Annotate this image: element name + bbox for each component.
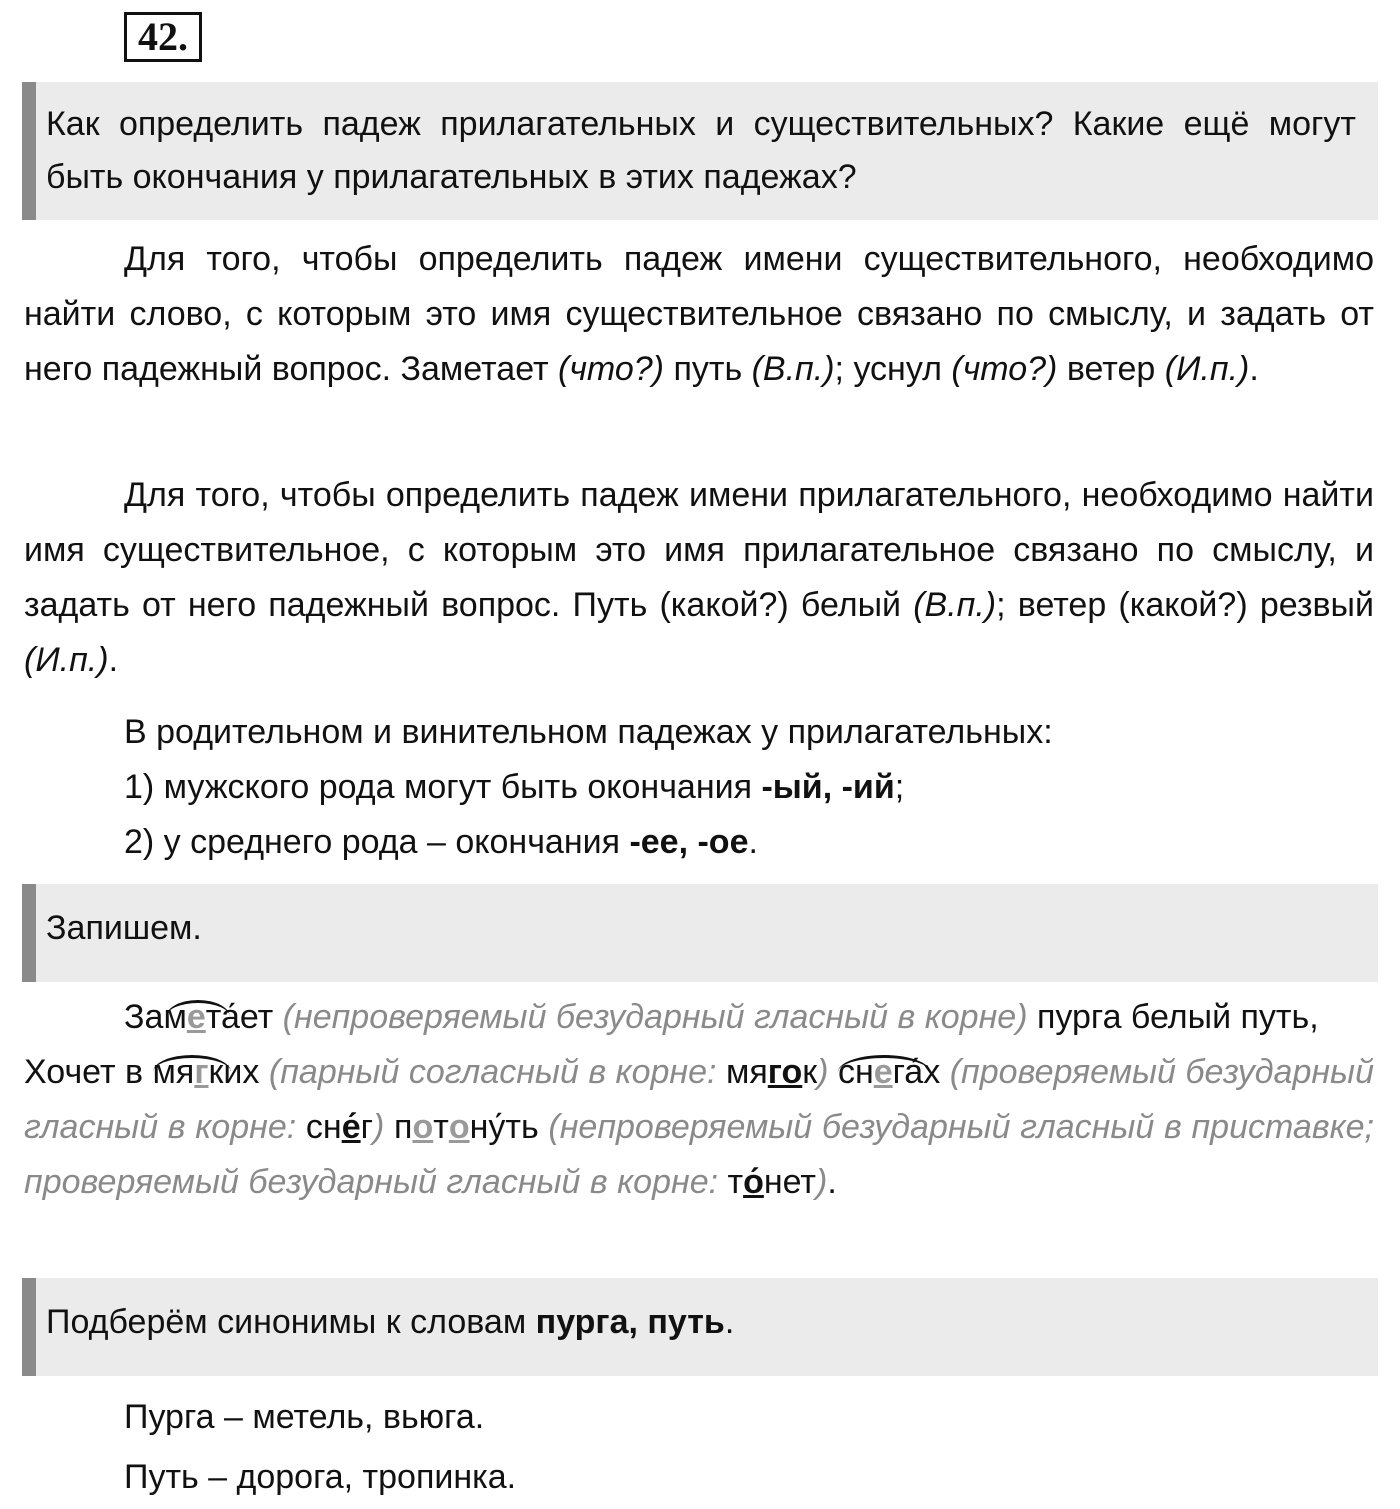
synonym-line: Пурга – метель, вьюга. [124, 1398, 485, 1436]
exercise-number: 42. [124, 12, 202, 62]
paragraph-adjective-case: Для того, чтобы определить падеж имени прилагательного, необходимо найти имя существительное, с которым это имя прилагательное связано по смыслу, и задать от него падежный вопрос. Путь (какой?) белый (В.п.); ветер (какой?) резвый (И.п.). [24, 476, 1374, 679]
paragraph-noun-case: Для того, чтобы определить падеж имени существительного, необходимо найти слово, с которым это имя существительное связано по смыслу, и задать от него падежный вопрос. Заметает (что?) путь (В.п.); уснул (что?) ветер (И.п.). [24, 240, 1374, 388]
synonym-line: Путь – дорога, тропинка. [124, 1458, 517, 1496]
endings-intro: В родительном и винительном падежах у прилагательных: [124, 713, 1053, 751]
word-snegah: снега́х [837, 1053, 941, 1091]
write-header: Запишем. [46, 909, 202, 947]
endings-item-2: 2) у среднего рода – окончания -ее, -ое. [124, 823, 758, 861]
written-sentence: Замета́ет (непроверяемый безударный гласный в корне) пурга белый путь, Хочет в мягких (парный согласный в корне: мягок) снега́х (проверяемый безударный гласный в корне: сне́г) потону́ть (непроверяемый безударный гласный в приставке; проверяемый безударный гласный в корне: то́нет). [24, 998, 1374, 1201]
endings-item-1: 1) мужского рода могут быть окончания -ый, -ий; [124, 768, 905, 806]
synonym-header: Подберём синонимы к словам пурга, путь. [46, 1303, 735, 1341]
question-block [22, 82, 1378, 220]
word-myagkih: мягких [152, 1053, 260, 1091]
question-text: Как определить падеж прилагательных и существительных? Какие ещё могут быть окончания у прилагательных в этих падежах? [46, 105, 1356, 196]
write-header-block [22, 884, 1378, 982]
synonym-header-block [22, 1278, 1378, 1376]
word-zametaet: Замета́ет [124, 998, 274, 1036]
word-potonut: потону́ть [394, 1108, 539, 1146]
